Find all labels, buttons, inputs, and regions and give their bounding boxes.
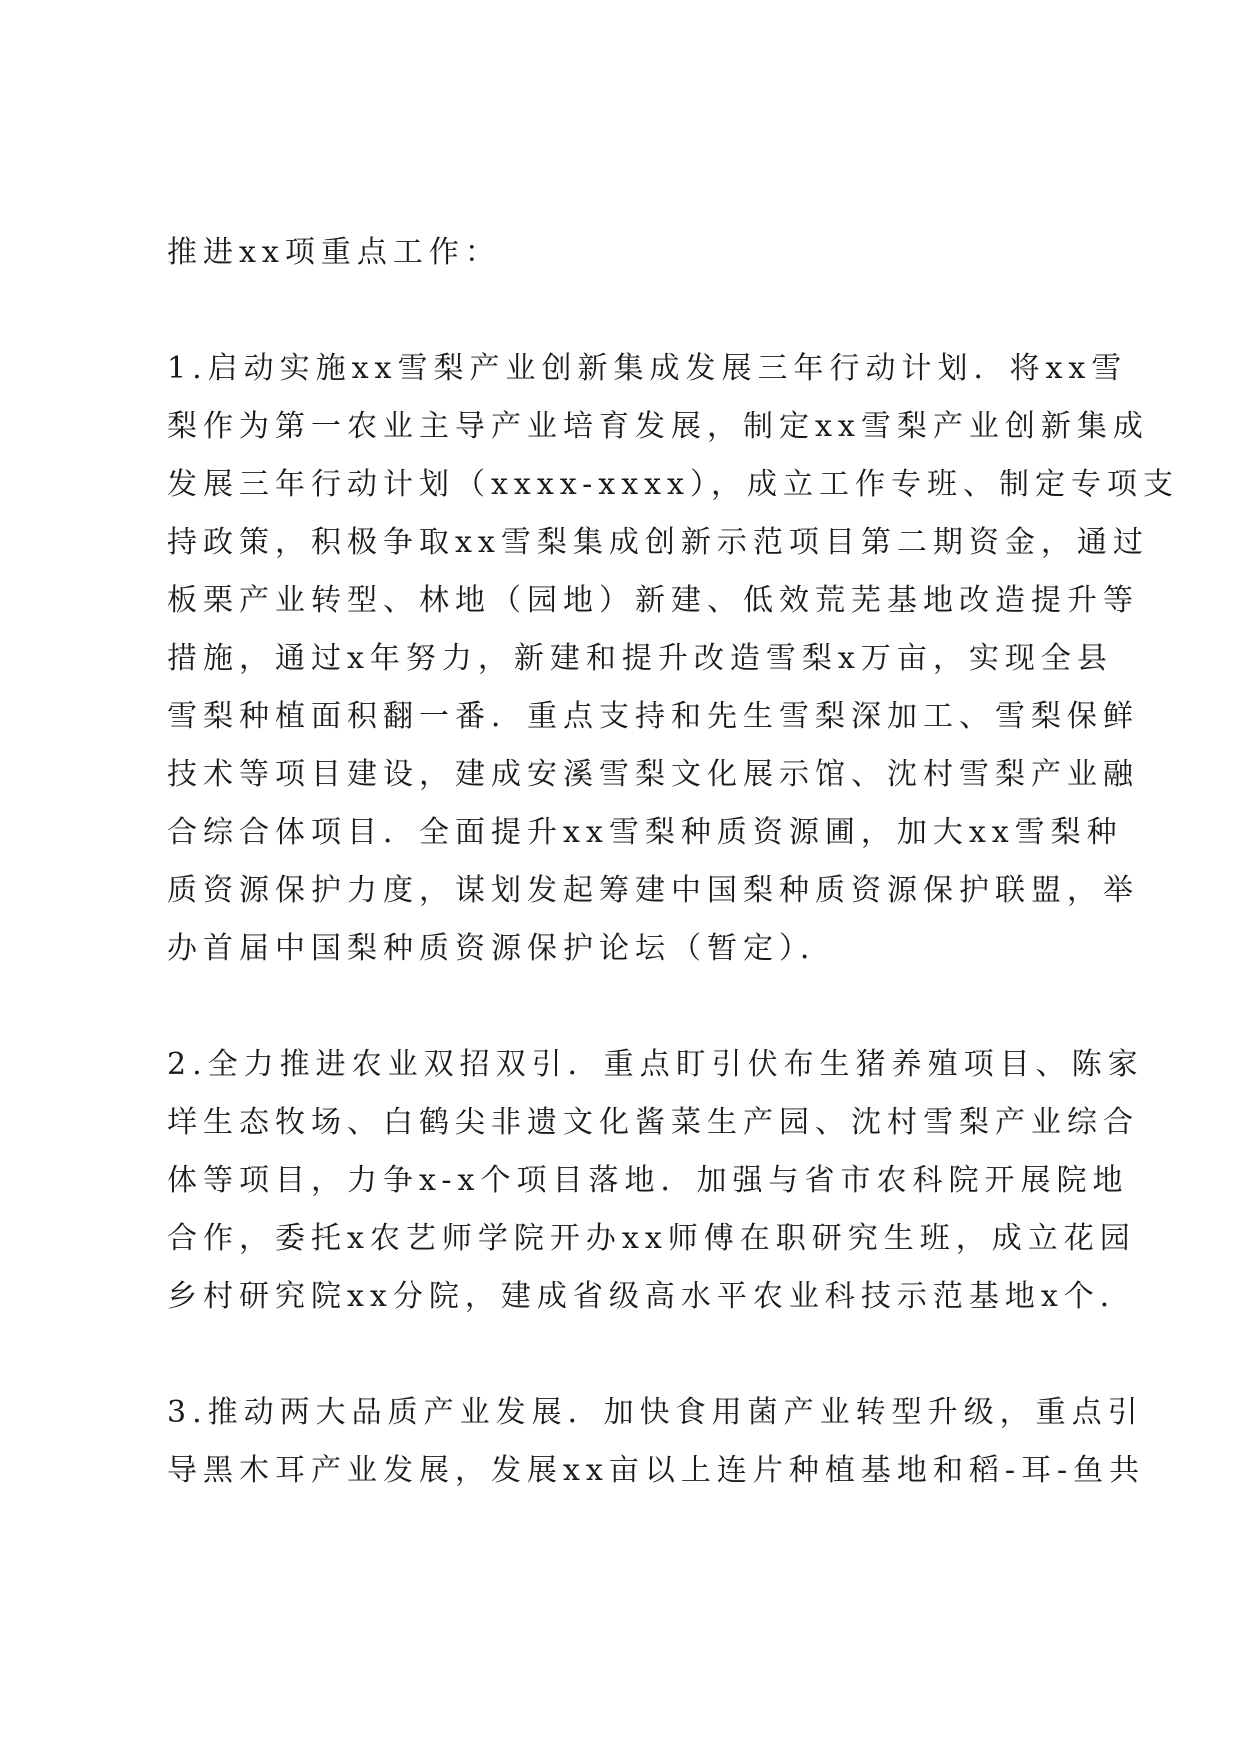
section-1-line: 合综合体项目．全面提升xx雪梨种质资源圃，加大xx雪梨种 (167, 815, 1123, 850)
section-2-line: 2.全力推进农业双招双引．重点盯引伏布生猪养殖项目、陈家 (167, 1047, 1144, 1082)
section-2-line: 合作，委托x农艺师学院开办xx师傅在职研究生班，成立花园 (167, 1221, 1136, 1256)
section-1-line: 板栗产业转型、林地（园地）新建、低效荒芜基地改造提升等 (167, 583, 1139, 618)
section-1-line: 措施，通过x年努力，新建和提升改造雪梨x万亩，实现全县 (167, 641, 1113, 676)
section-1-line: 发展三年行动计划（xxxx-xxxx），成立工作专班、制定专项支 (167, 467, 1179, 502)
section-1-line: 技术等项目建设，建成安溪雪梨文化展示馆、沈村雪梨产业融 (167, 757, 1139, 792)
section-2-line: 垟生态牧场、白鹤尖非遗文化酱菜生产园、沈村雪梨产业综合 (167, 1105, 1139, 1140)
section-1-line: 1.启动实施xx雪梨产业创新集成发展三年行动计划．将xx雪 (167, 351, 1128, 386)
section-1-line: 雪梨种植面积翻一番．重点支持和先生雪梨深加工、雪梨保鲜 (167, 699, 1139, 734)
section-1-line: 持政策，积极争取xx雪梨集成创新示范项目第二期资金，通过 (167, 525, 1149, 560)
section-3-line: 3.推动两大品质产业发展．加快食用菌产业转型升级，重点引 (167, 1395, 1144, 1430)
section-2-line: 体等项目，力争x-x个项目落地．加强与省市农科院开展院地 (167, 1163, 1129, 1198)
section-1-line: 梨作为第一农业主导产业培育发展，制定xx雪梨产业创新集成 (167, 409, 1149, 444)
section-1-line: 质资源保护力度，谋划发起筹建中国梨种质资源保护联盟，举 (167, 873, 1139, 908)
section-3-line: 导黑木耳产业发展，发展xx亩以上连片种植基地和稻-耳-鱼共 (167, 1453, 1146, 1488)
document-heading: 推进xx项重点工作： (167, 235, 501, 270)
section-2-line: 乡村研究院xx分院，建成省级高水平农业科技示范基地x个． (167, 1279, 1136, 1314)
section-1-line: 办首届中国梨种质资源保护论坛（暂定）． (167, 931, 836, 966)
